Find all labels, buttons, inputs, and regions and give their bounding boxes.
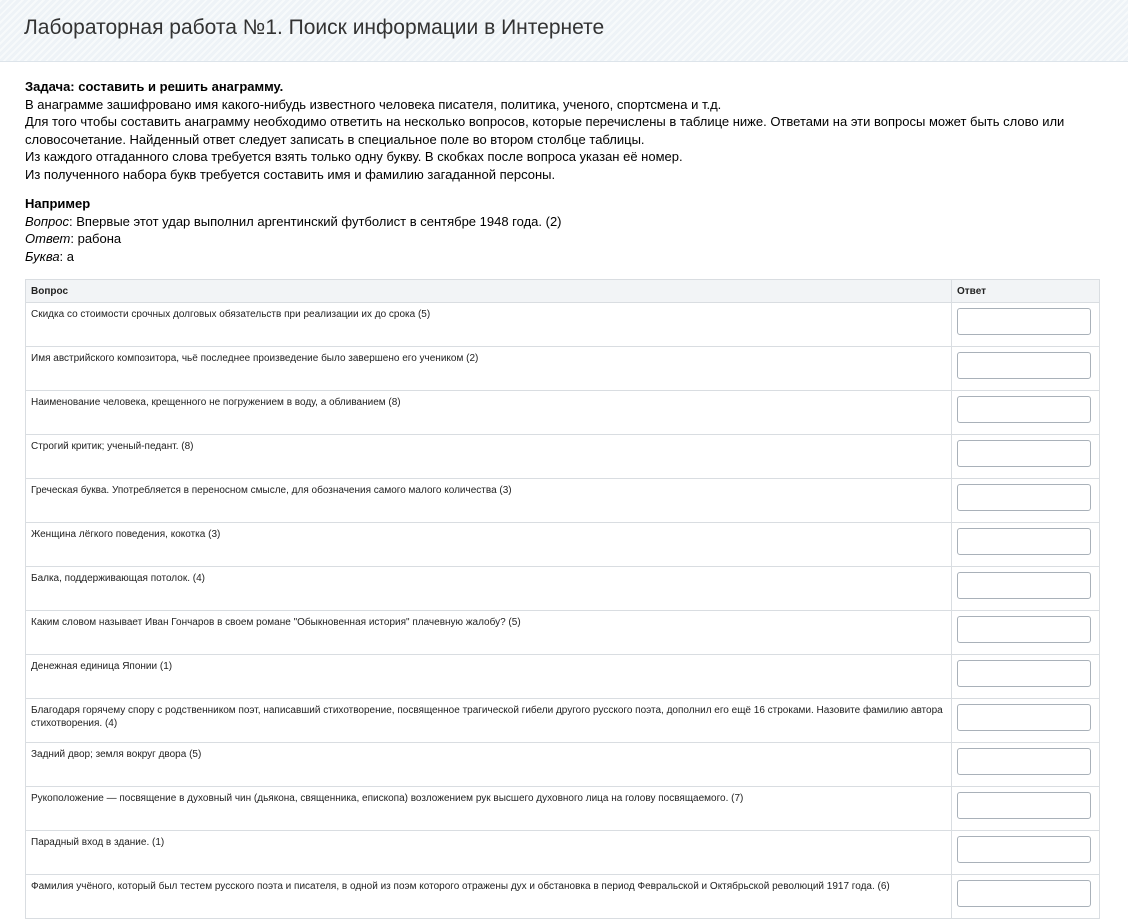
task-line: Для того чтобы составить анаграмму необходимо ответить на несколько вопросов, которые перечислены в таблице ниже. Ответами на эти вопросы может быть слово или словосочетание. Найденный ответ следует записать в специальное поле во втором столбце таблицы. [25, 114, 1065, 147]
table-row [26, 787, 1100, 831]
question-cell: Наименование человека, крещенного не погружением в воду, а обливанием (8) [26, 391, 952, 435]
answer-input[interactable] [957, 308, 1091, 335]
answer-cell [952, 567, 1100, 611]
answer-input[interactable] [957, 572, 1091, 599]
example-title: Например [25, 196, 91, 211]
answer-cell [952, 699, 1100, 743]
answer-cell [952, 303, 1100, 347]
answer-cell [952, 655, 1100, 699]
example-letter-text: : а [59, 248, 75, 264]
task-title: Задача: составить и решить анаграмму. [25, 79, 284, 94]
example-answer-text: : рабона [70, 231, 122, 246]
answer-input[interactable] [957, 396, 1091, 423]
table-header-row [26, 280, 1100, 303]
table-row [26, 435, 1100, 479]
task-line: Из каждого отгаданного слова требуется взять только одну букву. В скобках после вопроса указан её номер. [25, 149, 683, 164]
page-title: Лабораторная работа №1. Поиск информации в Интернете [24, 16, 605, 39]
answer-cell [952, 787, 1100, 831]
table-row [26, 303, 1100, 347]
answer-cell [952, 611, 1100, 655]
task-line: Из полученного набора букв требуется составить имя и фамилию загаданной персоны. [25, 166, 556, 182]
table-row [26, 875, 1100, 919]
answer-cell [952, 831, 1100, 875]
column-header-question: Вопрос [26, 280, 952, 303]
example-answer [25, 230, 1100, 248]
answer-cell [952, 347, 1100, 391]
answer-input[interactable] [957, 836, 1091, 863]
answer-cell [952, 875, 1100, 919]
question-cell: Греческая буква. Употребляется в переносном смысле, для обозначения самого малого количества (3) [26, 479, 952, 523]
answer-input[interactable] [957, 440, 1091, 467]
example-question-label: Вопрос [25, 213, 70, 229]
table-row [26, 611, 1100, 655]
table-row [26, 743, 1100, 787]
task-line: В анаграмме зашифровано имя какого-нибудь известного человека писателя, политика, ученого, спортсмена и т.д. [25, 96, 722, 112]
questions-table [25, 279, 1100, 919]
answer-cell [952, 523, 1100, 567]
example-answer-label: Ответ [25, 231, 71, 246]
question-cell: Скидка со стоимости срочных долговых обязательств при реализации их до срока (5) [26, 303, 952, 347]
main-content [25, 78, 1100, 919]
question-cell: Денежная единица Японии (1) [26, 655, 952, 699]
question-cell: Задний двор; земля вокруг двора (5) [26, 743, 952, 787]
column-header-answer: Ответ [952, 280, 1100, 303]
answer-input[interactable] [957, 880, 1091, 907]
table-row [26, 391, 1100, 435]
example-letter [25, 248, 1100, 266]
table-row [26, 831, 1100, 875]
answer-input[interactable] [957, 792, 1091, 819]
table-row [26, 655, 1100, 699]
answer-cell [952, 743, 1100, 787]
answer-cell [952, 391, 1100, 435]
table-row [26, 567, 1100, 611]
table-row [26, 347, 1100, 391]
question-cell: Строгий критик; ученый-педант. (8) [26, 435, 952, 479]
question-cell: Парадный вход в здание. (1) [26, 831, 952, 875]
answer-input[interactable] [957, 352, 1091, 379]
answer-cell [952, 479, 1100, 523]
question-cell: Женщина лёгкого поведения, кокотка (3) [26, 523, 952, 567]
question-cell: Балка, поддерживающая потолок. (4) [26, 567, 952, 611]
question-cell: Каким словом называет Иван Гончаров в своем романе "Обыкновенная история" плачевную жалобу? (5) [26, 611, 952, 655]
question-cell: Фамилия учёного, который был тестем русского поэта и писателя, в одной из поэм которого отражены дух и обстановка в период Февральской и Октябрьской революций 1917 года. (6) [26, 875, 952, 919]
question-cell: Имя австрийского композитора, чьё последнее произведение было завершено его учеником (2) [26, 347, 952, 391]
task-description [25, 78, 1100, 183]
answer-input[interactable] [957, 616, 1091, 643]
answer-input[interactable] [957, 660, 1091, 687]
question-cell: Благодаря горячему спору с родственником поэт, написавший стихотворение, посвященное трагической гибели другого русского поэта, дополнил его ещё 16 строками. Назовите фамилию автора стихотворения. (4) [26, 699, 952, 743]
table-row [26, 699, 1100, 743]
table-row [26, 523, 1100, 567]
example-letter-label: Буква [25, 248, 60, 264]
answer-input[interactable] [957, 704, 1091, 731]
answer-input[interactable] [957, 748, 1091, 775]
answer-input[interactable] [957, 484, 1091, 511]
example-block [25, 195, 1100, 265]
answer-cell [952, 435, 1100, 479]
page-header [0, 0, 1128, 62]
answer-input[interactable] [957, 528, 1091, 555]
table-row [26, 479, 1100, 523]
question-cell: Рукоположение — посвящение в духовный чин (дьякона, священника, епископа) возложением рук высшего духовного лица на голову посвящаемого. (7) [26, 787, 952, 831]
example-question [25, 213, 1100, 231]
example-question-text: : Впервые этот удар выполнил аргентинский футболист в сентябре 1948 года. (2) [69, 213, 562, 229]
